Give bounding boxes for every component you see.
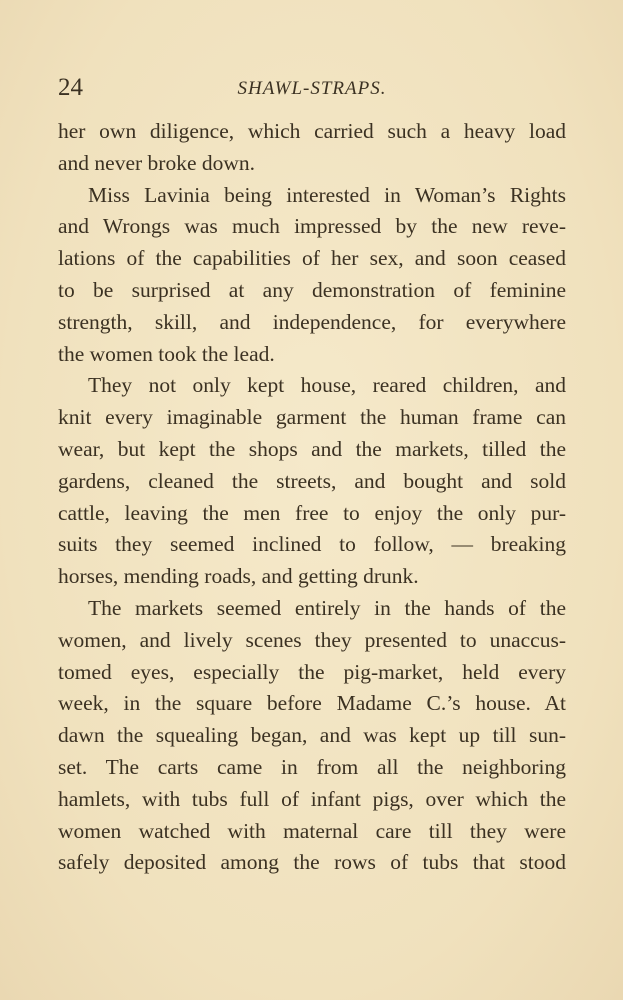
text-line: wear, but kept the shops and the markets, tilled the	[58, 436, 566, 461]
text-line: tomed eyes, especially the pig-market, held every	[58, 659, 566, 684]
text-line: to be surprised at any demonstration of feminine	[58, 277, 566, 302]
text-line: horses, mending roads, and getting drunk.	[58, 564, 419, 589]
text-line: hamlets, with tubs full of infant pigs, over which the	[58, 786, 566, 811]
text-line: women watched with maternal care till they were	[58, 818, 566, 843]
text-line: week, in the square before Madame C.’s house. At	[58, 691, 566, 716]
body-text	[58, 116, 566, 879]
text-line: her own diligence, which carried such a heavy load	[58, 119, 566, 143]
text-line: They not only kept house, reared children, and	[88, 373, 566, 398]
text-line: strength, skill, and independence, for everywhere	[58, 309, 566, 334]
text-line: women, and lively scenes they presented to unaccus-	[58, 627, 566, 652]
text-line: and Wrongs was much impressed by the new reve-	[58, 214, 566, 239]
text-line: gardens, cleaned the streets, and bought and sold	[58, 468, 566, 493]
text-line: The markets seemed entirely in the hands of the	[88, 595, 566, 620]
running-title: SHAWL-STRAPS.	[237, 78, 387, 99]
text-line: the women took the lead.	[58, 341, 275, 366]
text-line: set. The carts came in from all the neighboring	[58, 754, 566, 779]
text-line: lations of the capabilities of her sex, and soon ceased	[58, 246, 566, 271]
text-line: knit every imaginable garment the human frame can	[58, 405, 566, 430]
text-line: Miss Lavinia being interested in Woman’s Rights	[88, 182, 566, 207]
text-line: safely deposited among the rows of tubs that stood	[58, 850, 566, 875]
text-line: suits they seemed inclined to follow, — breaking	[58, 532, 566, 557]
text-line: dawn the squealing began, and was kept up till sun-	[58, 723, 566, 748]
page-header	[58, 74, 566, 104]
text-line: and never broke down.	[58, 150, 256, 175]
text-line: cattle, leaving the men free to enjoy the only pur-	[58, 500, 566, 525]
page-number: 24	[58, 74, 83, 101]
